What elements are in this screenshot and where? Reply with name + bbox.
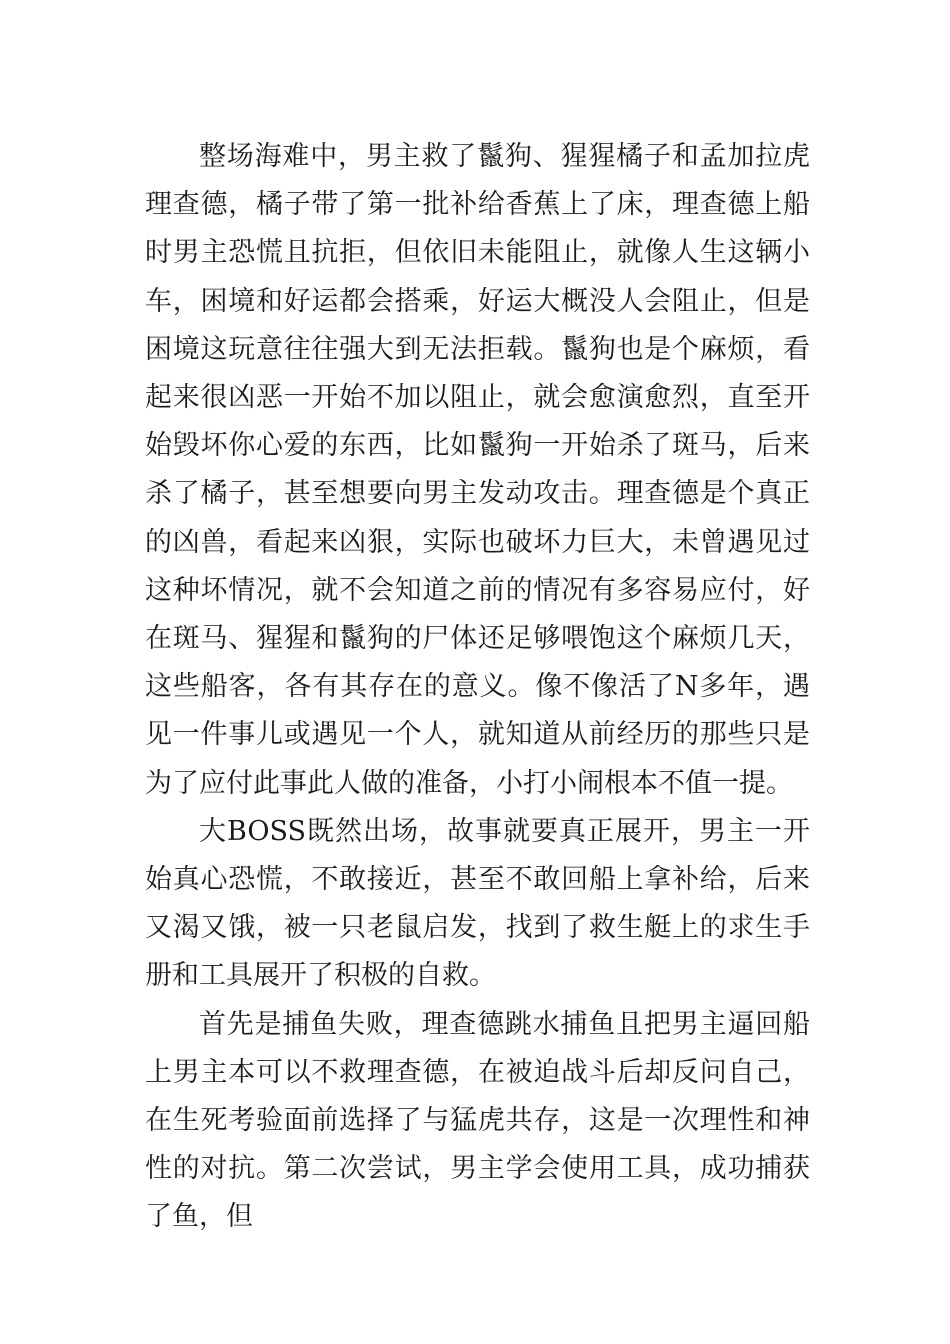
document-body bbox=[145, 133, 810, 1242]
paragraph-3: 首先是捕鱼失败，理查德跳水捕鱼且把男主逼回船上男主本可以不救理查德，在被迫战斗后却反问自己，在生死考验面前选择了与猛虎共存，这是一次理性和神性的对抗。第二次尝试，男主学会使用工具，成功捕获了鱼，但 bbox=[145, 1008, 810, 1233]
paragraph-1: 整场海难中，男主救了鬣狗、猩猩橘子和孟加拉虎理查德，橘子带了第一批补给香蕉上了床，理查德上船时男主恐慌且抗拒，但依旧未能阻止，就像人生这辆小车，困境和好运都会搭乘，好运大概没人会阻止，但是困境这玩意往往强大到无法拒载。鬣狗也是个麻烦，看起来很凶恶一开始不加以阻止，就会愈演愈烈，直至开始毁坏你心爱的东西，比如鬣狗一开始杀了斑马，后来杀了橘子，甚至想要向男主发动攻击。理查德是个真正的凶兽，看起来凶狠，实际也破坏力巨大，未曾遇见过这种坏情况，就不会知道之前的情况有多容易应付，好在斑马、猩猩和鬣狗的尸体还足够喂饱这个麻烦几天，这些船客，各有其存在的意义。像不像活了N多年，遇见一件事儿或遇见一个人，就知道从前经历的那些只是为了应付此事此人做的准备，小打小闹根本不值一提。 bbox=[145, 141, 810, 799]
paragraph-2: 大BOSS既然出场，故事就要真正展开，男主一开始真心恐慌，不敢接近，甚至不敢回船上拿补给，后来又渴又饿，被一只老鼠启发，找到了救生艇上的求生手册和工具展开了积极的自救。 bbox=[145, 815, 810, 992]
